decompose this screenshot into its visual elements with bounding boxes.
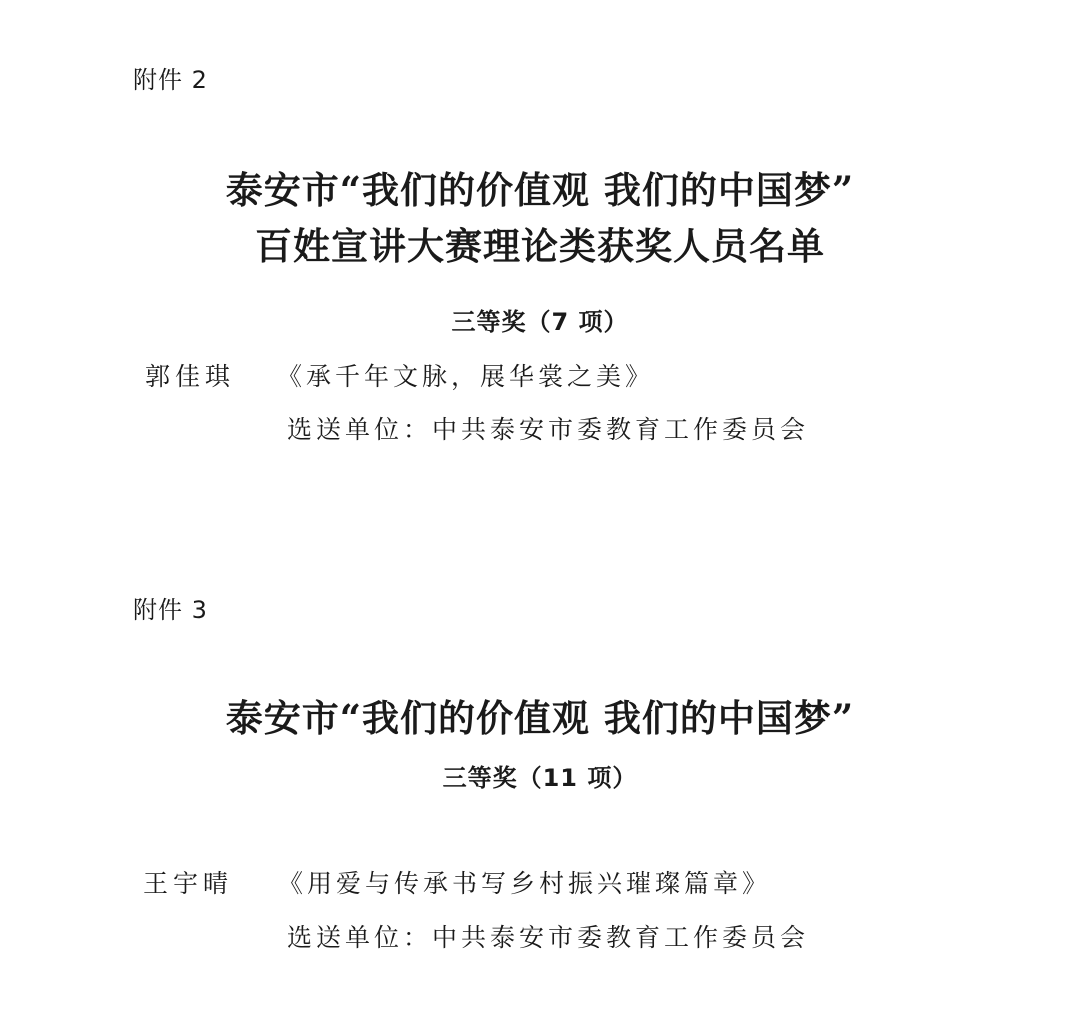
attachment-2-label: 附件 2 [133, 66, 208, 94]
winner-name: 郭佳琪 [145, 362, 236, 391]
work-title: 《承千年文脉，展华裳之美》 [277, 362, 655, 391]
submitting-unit: 选送单位：中共泰安市委教育工作委员会 [287, 415, 810, 444]
attachment-2-prize-heading: 三等奖（7 项） [451, 308, 629, 336]
attachment-3-title-line-1: 泰安市“我们的价值观 我们的中国梦” [225, 696, 855, 740]
attachment-2-title-line-2: 百姓宣讲大赛理论类获奖人员名单 [255, 224, 825, 268]
submitting-unit: 选送单位：中共泰安市委教育工作委员会 [287, 923, 810, 952]
work-title: 《用爱与传承书写乡村振兴璀璨篇章》 [278, 869, 772, 898]
attachment-3-prize-heading: 三等奖（11 项） [442, 764, 638, 792]
attachment-3-label: 附件 3 [133, 596, 208, 624]
winner-name: 王宇晴 [143, 869, 234, 898]
attachment-2-title-line-1: 泰安市“我们的价值观 我们的中国梦” [225, 168, 855, 212]
